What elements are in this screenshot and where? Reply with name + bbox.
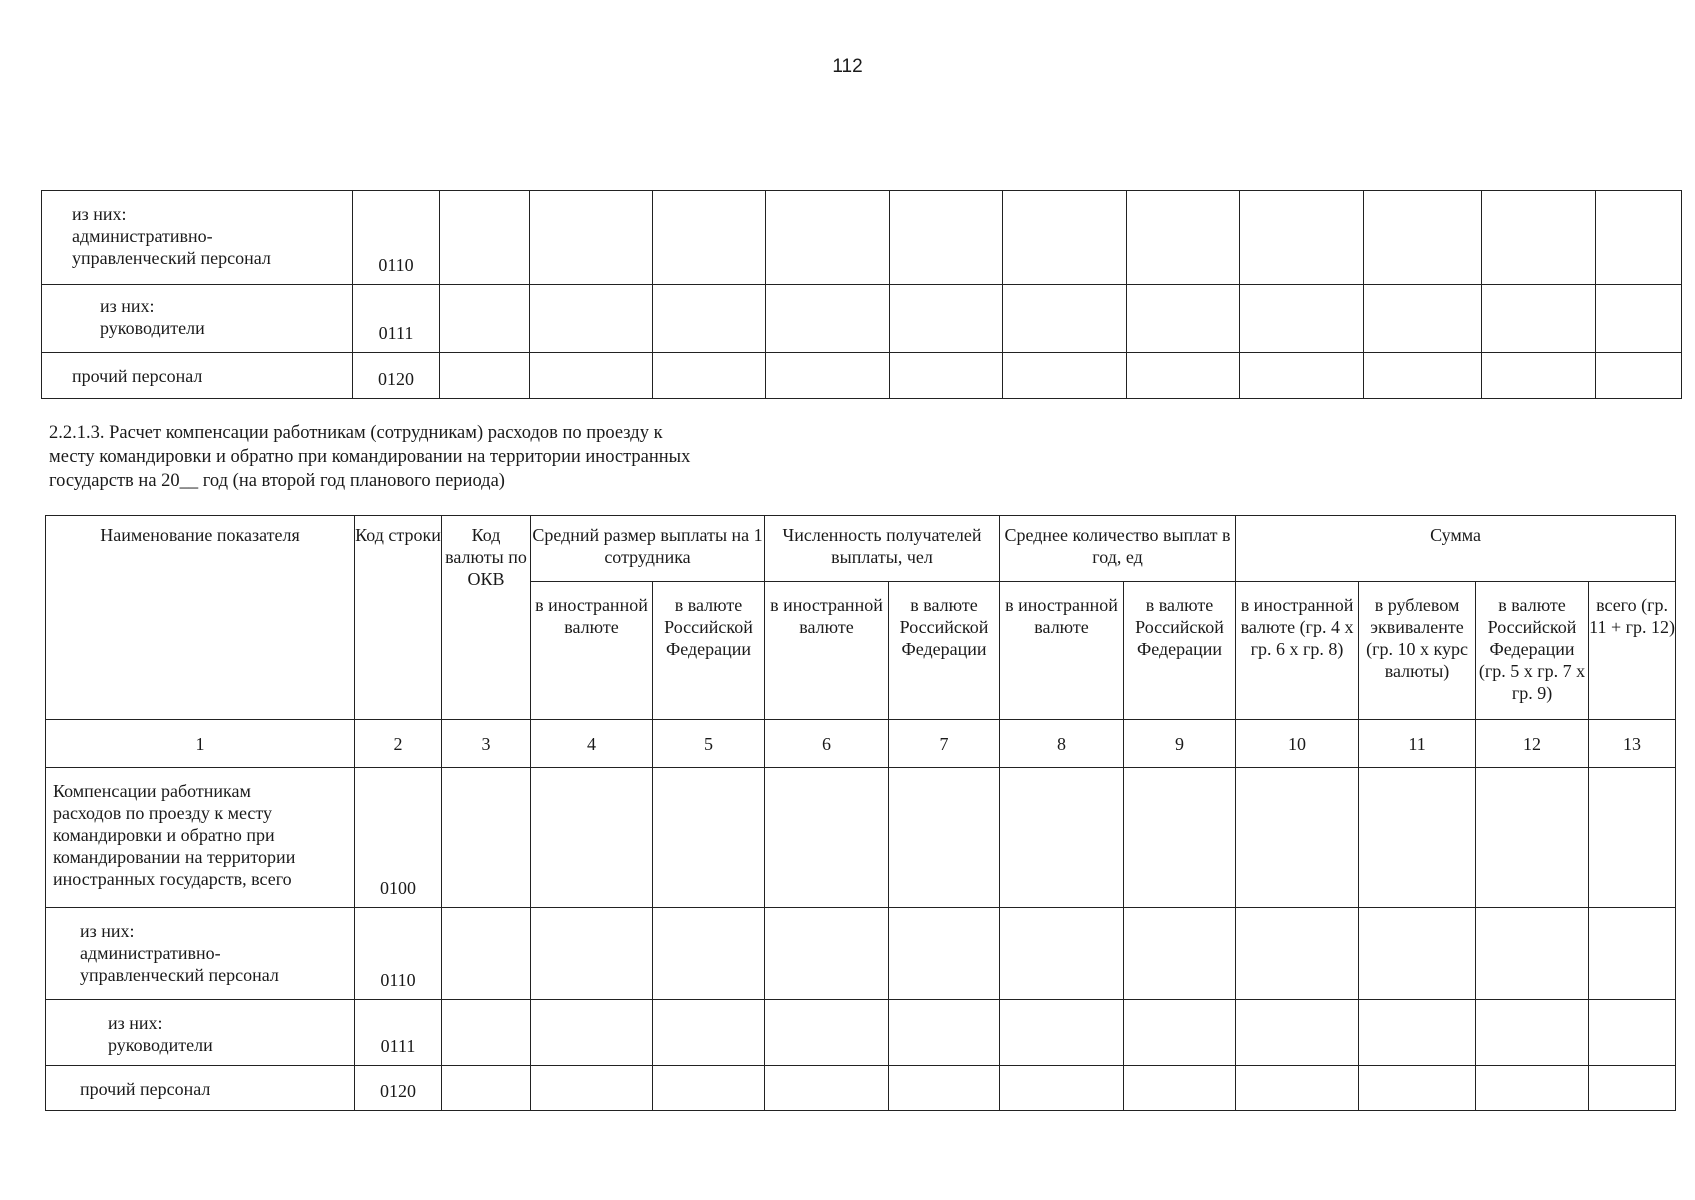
data-cell[interactable] [442,768,531,908]
subheader-col-8: в иностранной валюте [1000,582,1124,720]
column-number: 2 [355,720,442,768]
column-number: 3 [442,720,531,768]
table-row [46,768,1676,908]
data-cell[interactable] [1364,353,1482,399]
header-sum: Сумма [1236,516,1676,582]
row-name-line: из них: [108,1013,163,1033]
data-cell[interactable] [1236,768,1359,908]
data-cell[interactable] [1482,191,1596,285]
data-cell[interactable] [1589,908,1676,1000]
column-number: 8 [1000,720,1124,768]
row-name-cell [46,1000,355,1066]
column-number: 6 [765,720,889,768]
data-cell[interactable] [1364,191,1482,285]
data-cell[interactable] [890,191,1003,285]
column-number: 11 [1359,720,1476,768]
data-cell[interactable] [530,285,653,353]
row-code-cell: 0120 [353,353,440,399]
data-cell[interactable] [1359,1066,1476,1111]
data-cell[interactable] [1596,285,1682,353]
data-cell[interactable] [1127,191,1240,285]
data-cell[interactable] [1124,1000,1236,1066]
row-name-cell [42,353,353,399]
data-cell[interactable] [1236,1066,1359,1111]
data-cell[interactable] [1003,285,1127,353]
table-row [46,1066,1676,1111]
header-indicator-name: Наименование показателя [46,516,355,720]
row-code-cell: 0111 [353,285,440,353]
data-cell[interactable] [1589,1066,1676,1111]
data-cell[interactable] [765,768,889,908]
section-heading-line: государств на 20__ год (на второй год планового периода) [49,471,505,491]
data-cell[interactable] [1596,353,1682,399]
data-cell[interactable] [1359,768,1476,908]
row-name-line: Компенсации работникам [53,781,251,801]
data-cell[interactable] [530,353,653,399]
row-code-cell: 0120 [355,1066,442,1111]
row-name-cell [46,768,355,908]
row-name-line: административно- [80,943,221,963]
data-cell[interactable] [1236,1000,1359,1066]
data-cell[interactable] [1240,353,1364,399]
data-cell[interactable] [889,768,1000,908]
row-name-cell [42,191,353,285]
data-cell[interactable] [1364,285,1482,353]
header-avg-count: Среднее количество выплат в год, ед [1000,516,1236,582]
data-cell[interactable] [1476,768,1589,908]
section-heading-line: месту командировки и обратно при командировании на территории иностранных [49,447,691,467]
column-number: 12 [1476,720,1589,768]
data-cell[interactable] [1589,1000,1676,1066]
subheader-col-13: всего (гр. 11 + гр. 12) [1589,582,1676,720]
data-cell[interactable] [442,1066,531,1111]
data-cell[interactable] [1000,768,1124,908]
data-cell[interactable] [1003,353,1127,399]
header-row-code: Код строки [355,516,442,720]
data-cell[interactable] [653,353,766,399]
data-cell[interactable] [1127,353,1240,399]
column-number: 13 [1589,720,1676,768]
row-code-cell: 0110 [353,191,440,285]
data-cell[interactable] [1124,1066,1236,1111]
row-name-line: командировки и обратно при [53,825,275,845]
subheader-col-11: в рублевом эквиваленте (гр. 10 х курс валюты) [1359,582,1476,720]
data-cell[interactable] [889,908,1000,1000]
data-cell[interactable] [766,285,890,353]
subheader-col-9: в валюте Российской Федерации [1124,582,1236,720]
data-cell[interactable] [765,908,889,1000]
data-cell[interactable] [1359,908,1476,1000]
table-row [42,191,1682,285]
row-name-line: из них: [100,296,155,316]
row-name-line: расходов по проезду к месту [53,803,273,823]
data-cell[interactable] [1589,768,1676,908]
subheader-col-4: в иностранной валюте [531,582,653,720]
data-cell[interactable] [1240,285,1364,353]
data-cell[interactable] [1127,285,1240,353]
data-cell[interactable] [653,768,765,908]
column-number: 9 [1124,720,1236,768]
data-cell[interactable] [1476,1066,1589,1111]
header-avg-payment: Средний размер выплаты на 1 сотрудника [531,516,765,582]
table-row [46,908,1676,1000]
compensation-table [45,515,1676,1111]
data-cell[interactable] [442,908,531,1000]
row-name-line: управленческий персонал [72,248,271,268]
subheader-col-7: в валюте Российской Федерации [889,582,1000,720]
top-continuation-table [41,190,1682,399]
data-cell[interactable] [653,191,766,285]
data-cell[interactable] [530,191,653,285]
row-code-cell: 0111 [355,1000,442,1066]
data-cell[interactable] [765,1066,889,1111]
data-cell[interactable] [531,768,653,908]
column-number: 10 [1236,720,1359,768]
column-number: 7 [889,720,1000,768]
header-recipients: Численность получателей выплаты, чел [765,516,1000,582]
row-name-line: управленческий персонал [80,965,279,985]
data-cell[interactable] [1482,353,1596,399]
row-name-line: из них: [80,921,135,941]
data-cell[interactable] [1482,285,1596,353]
subheader-col-6: в иностранной валюте [765,582,889,720]
data-cell[interactable] [1476,908,1589,1000]
data-cell[interactable] [1596,191,1682,285]
column-number: 4 [531,720,653,768]
data-cell[interactable] [1000,1000,1124,1066]
data-cell[interactable] [890,353,1003,399]
row-code-cell: 0110 [355,908,442,1000]
data-cell[interactable] [1476,1000,1589,1066]
data-cell[interactable] [766,353,890,399]
row-name-cell [46,908,355,1000]
data-cell[interactable] [889,1000,1000,1066]
row-name-cell [42,285,353,353]
row-code-cell: 0100 [355,768,442,908]
data-cell[interactable] [890,285,1003,353]
subheader-col-10: в иностранной валюте (гр. 4 х гр. 6 х гр. 8) [1236,582,1359,720]
data-cell[interactable] [531,908,653,1000]
subheader-col-5: в валюте Российской Федерации [653,582,765,720]
row-name-line: административно- [72,226,213,246]
data-cell[interactable] [1000,908,1124,1000]
header-currency-code: Код валюты по ОКВ [442,516,531,720]
row-name-line: руководители [108,1035,213,1055]
row-name-line: прочий персонал [72,366,203,386]
data-cell[interactable] [653,908,765,1000]
column-number: 1 [46,720,355,768]
section-heading [49,421,809,493]
data-cell[interactable] [440,353,530,399]
row-name-line: из них: [72,204,127,224]
table-row [42,353,1682,399]
data-cell[interactable] [653,285,766,353]
data-cell[interactable] [653,1066,765,1111]
row-name-line: иностранных государств, всего [53,869,292,889]
row-name-line: руководители [100,318,205,338]
data-cell[interactable] [653,1000,765,1066]
header-row [46,516,1676,582]
data-cell[interactable] [1359,1000,1476,1066]
data-cell[interactable] [1124,908,1236,1000]
data-cell[interactable] [766,191,890,285]
data-cell[interactable] [440,285,530,353]
data-cell[interactable] [531,1000,653,1066]
page-number: 112 [832,56,863,77]
column-number-row [46,720,1676,768]
row-name-line: командировании на территории [53,847,296,867]
data-cell[interactable] [1236,908,1359,1000]
data-cell[interactable] [1124,768,1236,908]
data-cell[interactable] [889,1066,1000,1111]
row-name-line: прочий персонал [80,1079,211,1099]
data-cell[interactable] [1240,191,1364,285]
data-cell[interactable] [1003,191,1127,285]
data-cell[interactable] [442,1000,531,1066]
row-name-cell [46,1066,355,1111]
table-row [42,285,1682,353]
data-cell[interactable] [1000,1066,1124,1111]
subheader-col-12: в валюте Российской Федерации (гр. 5 х гр. 7 х гр. 9) [1476,582,1589,720]
data-cell[interactable] [765,1000,889,1066]
column-number: 5 [653,720,765,768]
data-cell[interactable] [440,191,530,285]
table-row [46,1000,1676,1066]
section-heading-line: 2.2.1.3. Расчет компенсации работникам (сотрудникам) расходов по проезду к [49,423,663,443]
data-cell[interactable] [531,1066,653,1111]
